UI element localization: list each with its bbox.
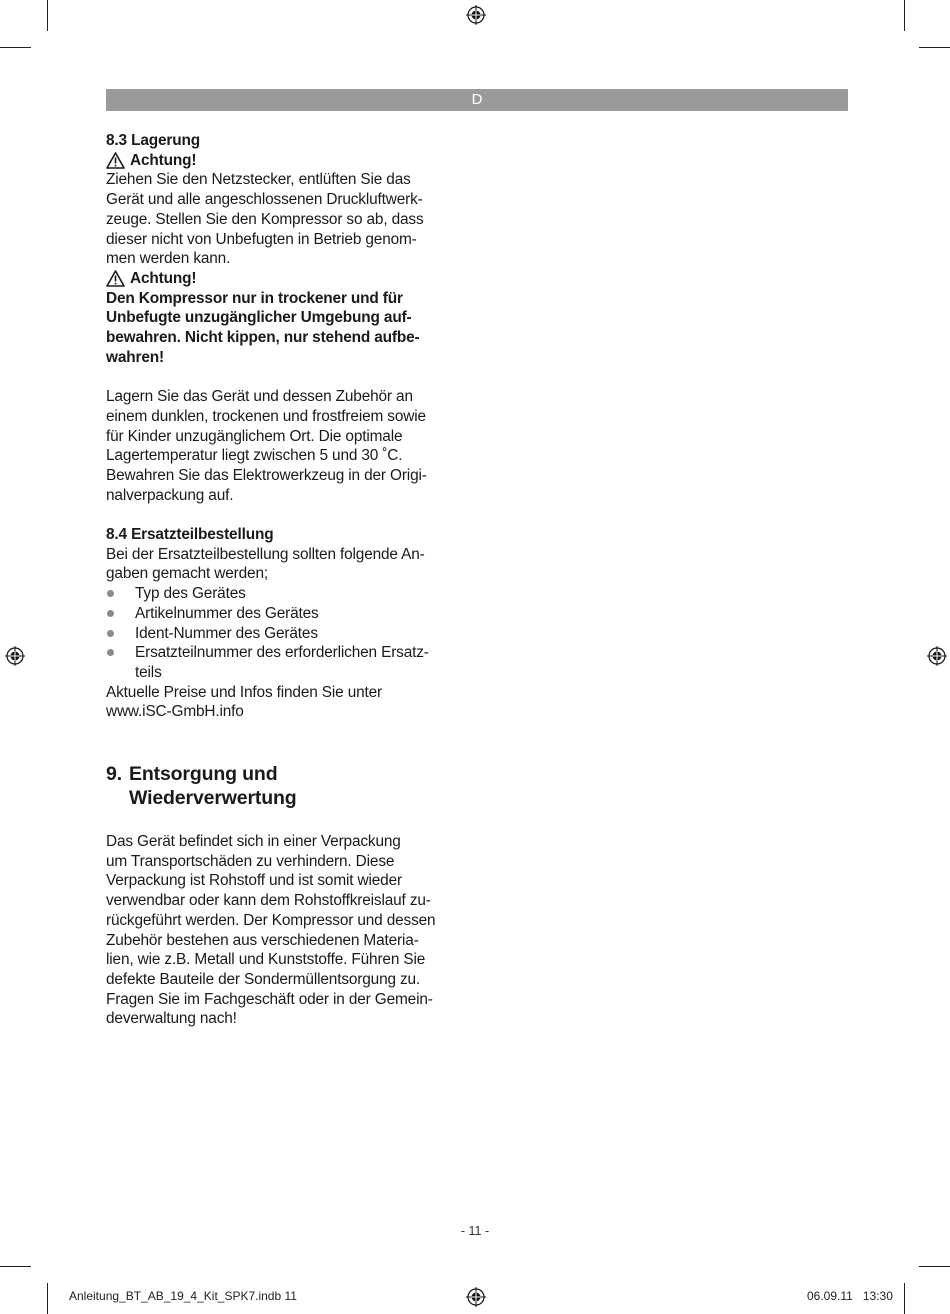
file-slug: Anleitung_BT_AB_19_4_Kit_SPK7.indb 11	[69, 1289, 297, 1303]
text-line: rückgeführt werden. Der Kompressor und dessen	[106, 911, 436, 929]
paragraph	[106, 545, 466, 584]
crop-mark	[0, 1266, 31, 1267]
chapter-number: 9.	[106, 763, 122, 786]
text-line: Lagern Sie das Gerät und dessen Zubehör an	[106, 388, 413, 406]
chapter-title-line: Wiederverwertung	[129, 787, 297, 810]
text-line: Fragen Sie im Fachgeschäft oder in der Gemein-	[106, 990, 433, 1008]
text-line: Den Kompressor nur in trockener und für	[106, 289, 403, 307]
text-line: Ziehen Sie den Netzstecker, entlüften Sie das	[106, 171, 411, 189]
text-line: nalverpackung auf.	[106, 486, 234, 504]
paragraph	[106, 683, 466, 722]
text-line: Unbefugte unzugänglicher Umgebung auf-	[106, 309, 412, 327]
text-line: teils	[135, 663, 162, 681]
text-line: men werden kann.	[106, 250, 231, 268]
parts-info-list	[106, 584, 466, 683]
print-timestamp	[807, 1289, 893, 1303]
text-line: bewahren. Nicht kippen, nur stehend aufbe-	[106, 329, 420, 347]
text-line: verwendbar oder kann dem Rohstoffkreislauf zu-	[106, 892, 431, 910]
warning-paragraph	[106, 289, 466, 368]
text-line: gaben gemacht werden;	[106, 565, 268, 583]
print-date: 06.09.11	[807, 1289, 853, 1303]
text-line: Zubehör bestehen aus verschiedenen Materia-	[106, 931, 419, 949]
text-line: Typ des Gerätes	[135, 585, 246, 603]
crop-mark	[47, 0, 48, 31]
text-line: Artikelnummer des Gerätes	[135, 604, 319, 622]
text-line: Lagertemperatur liegt zwischen 5 und 30 ˚C.	[106, 447, 403, 465]
text-line: einem dunklen, trockenen und frostfreiem sowie	[106, 407, 426, 425]
text-line: zeuge. Stellen Sie den Kompressor so ab, dass	[106, 210, 424, 228]
chapter-heading	[106, 762, 466, 810]
crop-mark	[919, 1266, 950, 1267]
language-tab-label: D	[471, 91, 483, 108]
registration-mark-icon	[927, 646, 947, 666]
text-line: dieser nicht von Unbefugten in Betrieb genom-	[106, 230, 417, 248]
crop-mark	[904, 1283, 905, 1314]
text-line: Ersatzteilnummer des erforderlichen Ersatz-	[135, 644, 429, 662]
language-header-bar	[106, 89, 848, 111]
text-line: Bei der Ersatzteilbestellung sollten folgende An-	[106, 545, 425, 563]
paragraph	[106, 170, 466, 269]
list-item	[106, 584, 466, 604]
page-number: - 11 -	[460, 1224, 490, 1238]
text-line: für Kinder unzugänglichem Ort. Die optimale	[106, 427, 403, 445]
text-line: um Transportschäden zu verhindern. Diese	[106, 852, 395, 870]
text-line: deverwaltung nach!	[106, 1010, 237, 1028]
list-item	[106, 604, 466, 624]
text-line: Verpackung ist Rohstoff und ist somit wieder	[106, 872, 402, 890]
warning-triangle-icon	[106, 152, 125, 169]
list-item	[106, 624, 466, 644]
text-line: Ident-Nummer des Gerätes	[135, 624, 318, 642]
main-column	[106, 131, 466, 1029]
list-item	[106, 643, 466, 682]
registration-mark-icon	[466, 5, 486, 25]
crop-mark	[919, 47, 950, 48]
paragraph	[106, 387, 466, 505]
warning-label	[106, 151, 466, 171]
text-line: lien, wie z.B. Metall und Kunststoffe. Führen Sie	[106, 951, 426, 969]
website-link[interactable]: www.iSC-GmbH.info	[106, 703, 244, 721]
text-line: wahren!	[106, 348, 164, 366]
registration-mark-icon	[466, 1287, 486, 1307]
crop-mark	[0, 47, 31, 48]
print-time: 13:30	[862, 1289, 893, 1303]
warning-text: Achtung!	[130, 151, 197, 169]
paragraph	[106, 832, 466, 1029]
text-line: Gerät und alle angeschlossenen Druckluftwerk-	[106, 191, 423, 209]
warning-label	[106, 269, 466, 289]
chapter-title-line: Entsorgung und	[129, 763, 278, 786]
text-line: Das Gerät befindet sich in einer Verpackung	[106, 833, 401, 851]
crop-mark	[47, 1283, 48, 1314]
registration-mark-icon	[5, 646, 25, 666]
text-line: defekte Bauteile der Sondermüllentsorgung zu.	[106, 970, 421, 988]
section-heading: 8.4 Ersatzteilbestellung	[106, 526, 274, 544]
section-heading: 8.3 Lagerung	[106, 132, 200, 149]
warning-text: Achtung!	[130, 269, 197, 287]
text-line: Bewahren Sie das Elektrowerkzeug in der Origi-	[106, 466, 427, 484]
warning-triangle-icon	[106, 270, 125, 287]
text-line: Aktuelle Preise und Infos finden Sie unter	[106, 683, 383, 701]
crop-mark	[904, 0, 905, 31]
